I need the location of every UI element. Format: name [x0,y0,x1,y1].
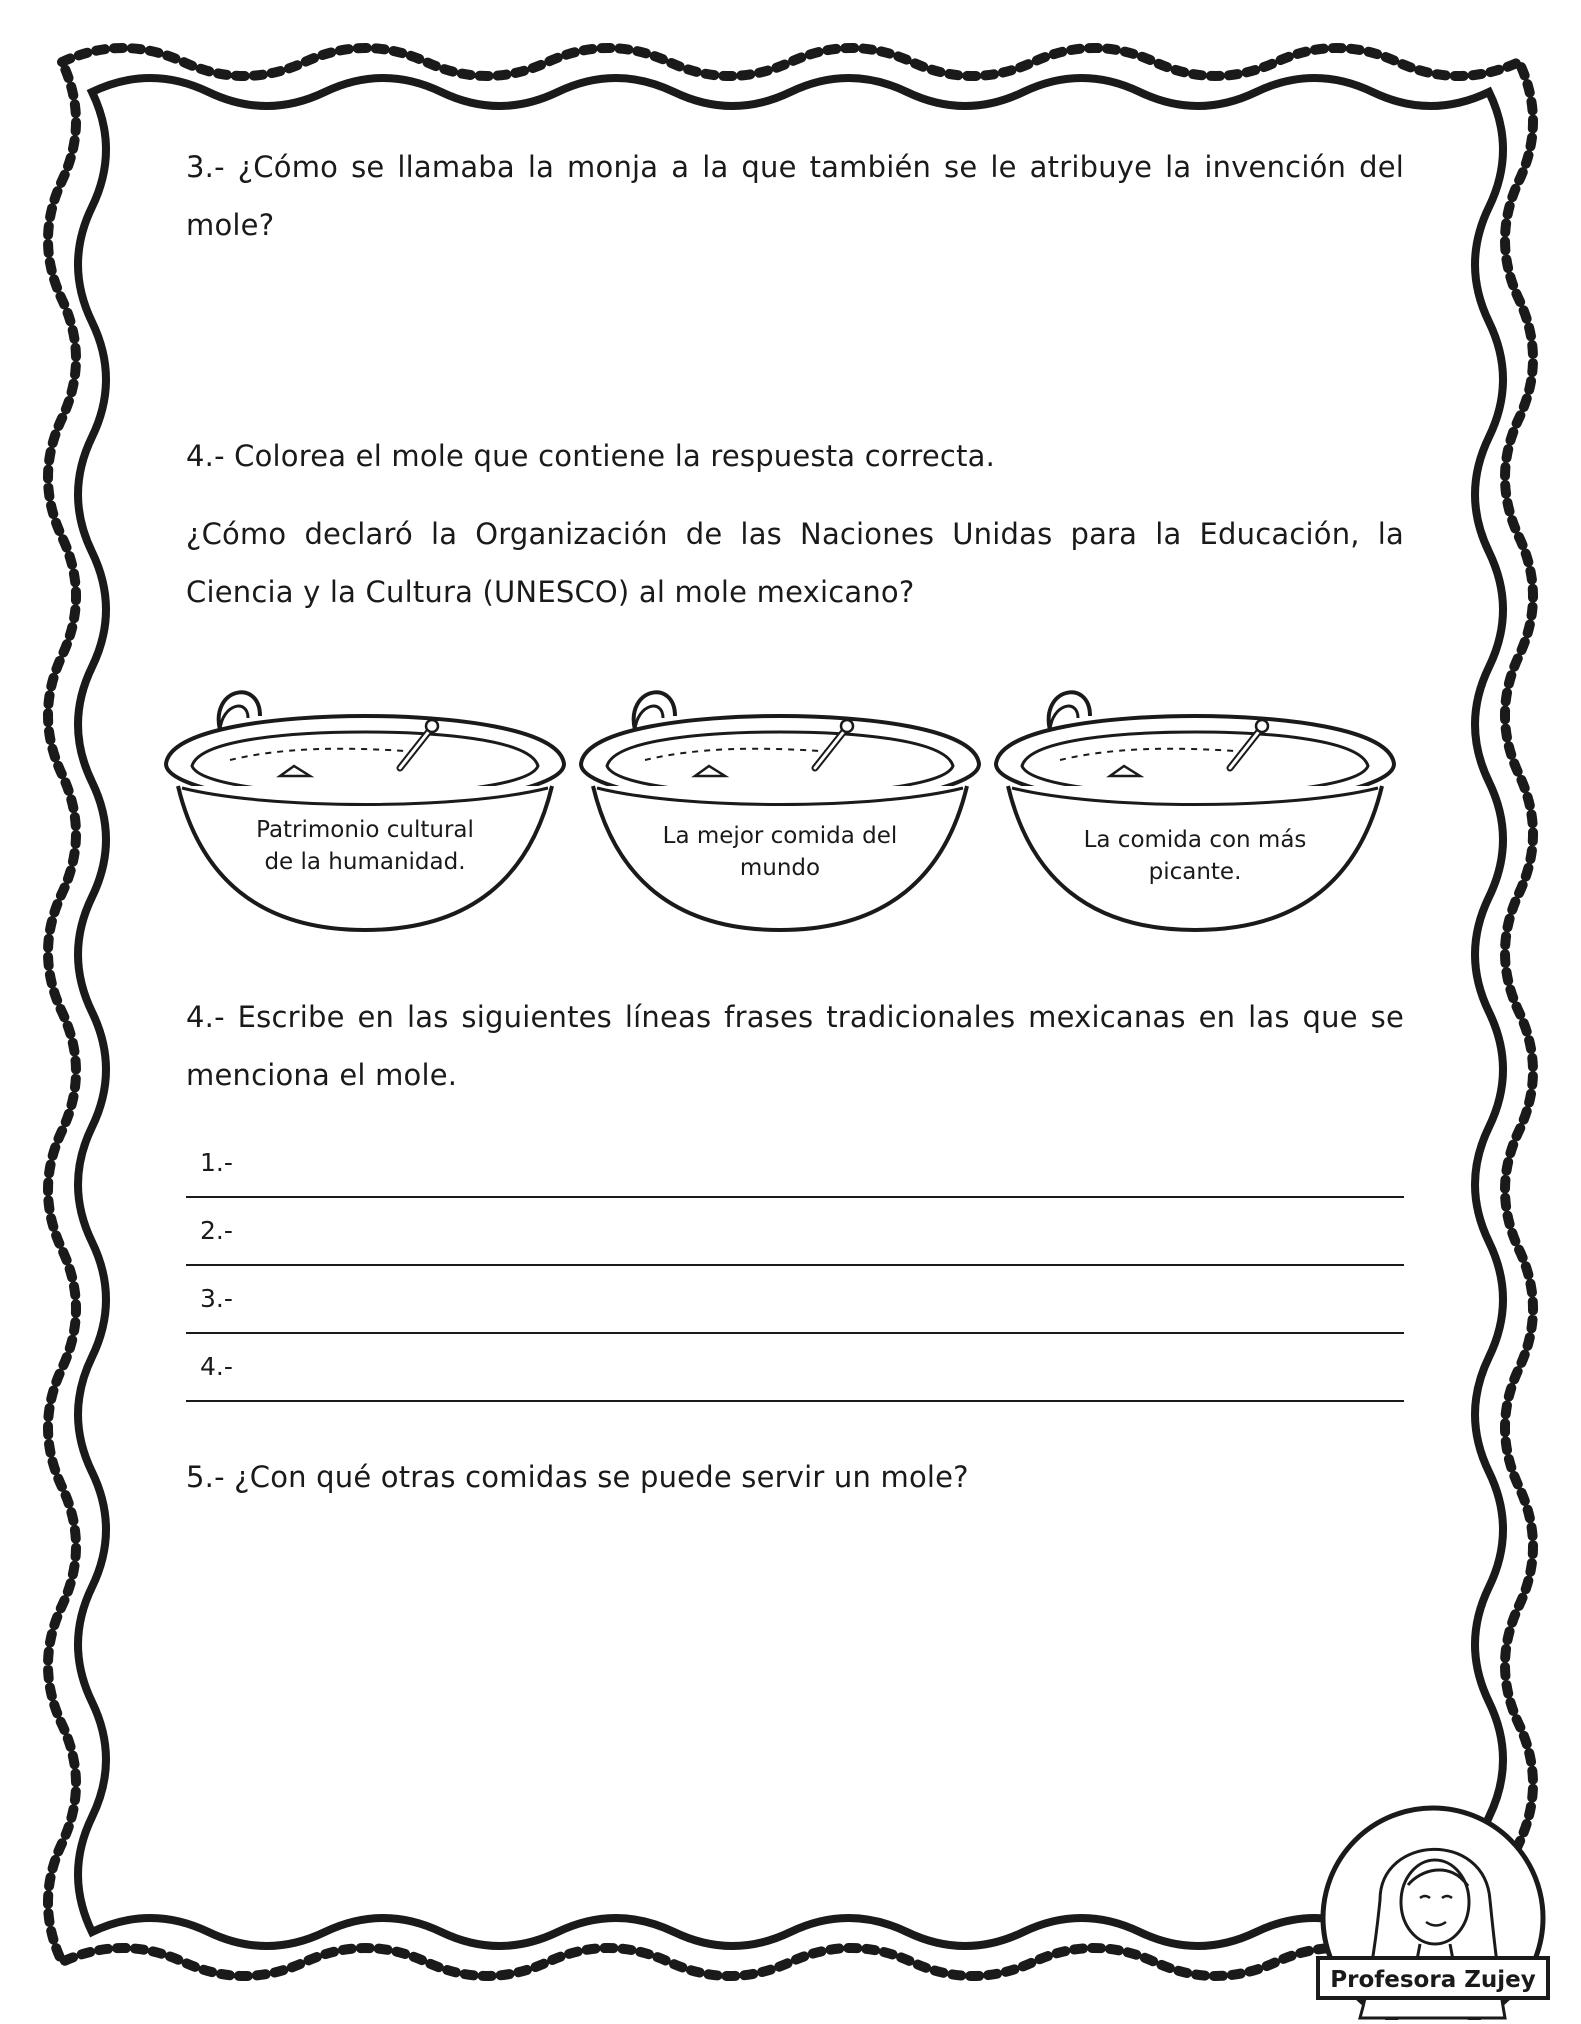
answer-line-number: 3.- [200,1284,233,1313]
mole-bowl-option-1[interactable] [160,668,570,940]
question-3-text: 3.- ¿Cómo se llamaba la monja a la que también se le atribuye la invención del mole? [186,150,1404,242]
answer-line-number: 2.- [200,1216,233,1245]
bowl-label [1050,824,1340,888]
bowl-label-line-2: de la humanidad. [264,849,466,875]
question-4-instruction: 4.- Colorea el mole que contiene la respuesta correcta. [186,439,996,473]
answer-line-3[interactable] [186,1268,1404,1334]
bowl-label [635,820,925,884]
answer-line-4[interactable] [186,1336,1404,1402]
mole-bowl-icon [160,668,570,940]
profesora-zujey-logo [1300,1790,1566,2020]
answer-lines [186,1132,1404,1404]
bowl-label [220,814,510,878]
question-4-phrases-text: 4.- Escribe en las siguientes líneas frases tradicionales mexicanas en las que se menciona el mole. [186,1000,1404,1092]
bowl-label-line-2: mundo [739,855,821,881]
answer-line-number: 4.- [200,1352,233,1381]
answer-line-1[interactable] [186,1132,1404,1198]
logo-portrait-icon [1300,1790,1566,2020]
mole-bowl-icon [575,668,985,940]
mole-bowl-option-2[interactable] [575,668,985,940]
bowl-label-line-2: picante. [1148,859,1242,885]
answer-line-2[interactable] [186,1200,1404,1266]
question-4-unesco-text: ¿Cómo declaró la Organización de las Naciones Unidas para la Educación, la Ciencia y la Cultura (UNESCO) al mole mexicano? [186,517,1404,609]
mole-bowl-icon [990,668,1400,940]
bowl-label-line-1: La comida con más [1083,827,1307,853]
question-5-text: 5.- ¿Con qué otras comidas se puede servir un mole? [186,1460,969,1494]
logo-text: Profesora Zujey [1330,1967,1536,1993]
answer-line-number: 1.- [200,1148,233,1177]
bowl-label-line-1: Patrimonio cultural [256,817,474,843]
mole-bowl-option-3[interactable] [990,668,1400,940]
bowl-label-line-1: La mejor comida del [662,823,898,849]
